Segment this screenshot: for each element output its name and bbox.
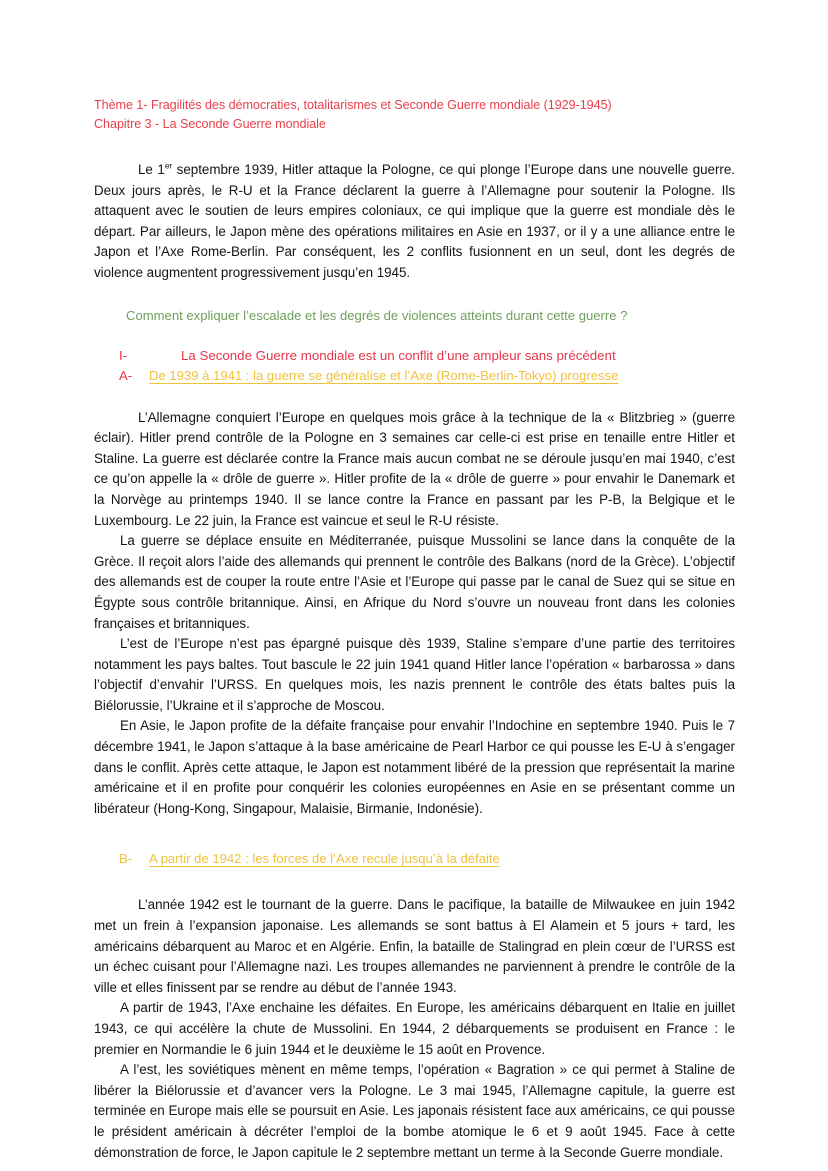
section-title: La Seconde Guerre mondiale est un conflit d’une ampleur sans précédent	[181, 347, 616, 363]
document-title	[94, 96, 735, 134]
subsection-heading-b	[94, 849, 735, 869]
spacer	[94, 869, 735, 895]
paragraph-b-2: A partir de 1943, l’Axe enchaine les défaites. En Europe, les américains débarquent en Italie en juillet 1943, ce qui accélère la chute de Mussolini. En 1944, 2 débarquements se produisent en France : le premier en Normandie le 6 juin 1944 et le deuxième le 15 août en Provence.	[94, 1000, 735, 1057]
paragraph-a-3: L’est de l’Europe n’est pas épargné puisque dès 1939, Staline s’empare d’une partie des territoires notamment les pays baltes. Tout bascule le 22 juin 1941 quand Hitler lance l’opération « barbarossa » dans l’objectif d’envahir l’URSS. En quelques mois, les nazis prennent le contrôle des états baltes puis la Biélorussie, l’Ukraine et il s’approche de Moscou.	[94, 636, 735, 713]
subsection-number-a: A-	[119, 367, 133, 383]
paragraph-b-1: L’année 1942 est le tournant de la guerre. Dans le pacifique, la bataille de Milwaukee en juin 1942 met un frein à l’expansion japonaise. Les allemands se sont battus à El Alamein et 5 jours + tard, les américains débarquent au Maroc et en Algérie. Enfin, la bataille de Stalingrad en plein cœur de l’URSS est un échec cuisant pour l’Allemagne nazi. Les troupes allemandes ne parviennent à prendre le contrôle de la ville et elles finissent par se rendre au début de l’année 1943.	[94, 897, 735, 995]
spacer	[94, 386, 735, 408]
subsection-title-a: De 1939 à 1941 : la guerre se généralise et l’Axe (Rome-Berlin-Tokyo) progresse	[149, 367, 619, 383]
ordinal-superscript: er	[164, 160, 173, 171]
spacer	[94, 819, 735, 849]
spacer	[94, 326, 735, 346]
spacer	[94, 284, 735, 306]
section-number: I-	[119, 347, 128, 363]
subsection-title-b: A partir de 1942 : les forces de l’Axe recule jusqu’à la défaite	[149, 851, 500, 867]
document-title-line-2: Chapitre 3 - La Seconde Guerre mondiale	[94, 117, 326, 131]
intro-paragraph	[94, 160, 735, 284]
paragraph-a-2: La guerre se déplace ensuite en Méditerranée, puisque Mussolini se lance dans la conquête de la Grèce. Il reçoit alors l’aide des allemands qui prennent le contrôle des Balkans (nord de la Grèce). L’objectif des allemands est de couper la route entre l’Asie et l’Europe qui passe par le canal de Suez qui se situe en Égypte sous contrôle britannique. Ainsi, en Afrique du Nord s’ouvre un nouveau front dans les colonies françaises et britanniques.	[94, 533, 735, 631]
guiding-question: Comment expliquer l’escalade et les degrés de violences atteints durant cette guerre ?	[126, 307, 628, 323]
spacer	[94, 134, 735, 160]
subsection-heading-a	[94, 366, 735, 386]
document-title-line-1: Thème 1- Fragilités des démocraties, totalitarismes et Seconde Guerre mondiale (1929-1945)	[94, 98, 612, 112]
subsection-number-b: B-	[119, 851, 133, 867]
paragraph-b-3: A l’est, les soviétiques mènent en même temps, l’opération « Bagration » ce qui permet à Staline de libérer la Biélorussie et d’avancer vers la Pologne. Le 3 mai 1945, l’Allemagne capitule, la guerre est terminée en Europe mais elle se poursuit en Asie. Les japonais résistent face aux américains, ce qui pousse le président américain à décréter l’emploi de la bombe atomique le 6 et 9 août 1945. Face à cette démonstration de force, le Japon capitule le 2 septembre mettant un terme à la Seconde Guerre mondiale.	[94, 1062, 735, 1160]
intro-text-after-superscript: septembre 1939, Hitler attaque la Pologne, ce qui plonge l’Europe dans une nouvelle guerre. Deux jours après, le R-U et la France déclarent la guerre à l’Allemagne pour soutenir la Pologne. Ils attaquent avec le soutien de leurs empires coloniaux, ce qui implique que la guerre est mondiale dès le départ. Par ailleurs, le Japon mène des opérations militaires en Asie en 1937, or il y a une alliance entre le Japon et l’Axe Rome-Berlin. Par conséquent, les 2 conflits fusionnent en un seul, dont les degrés de violence augmentent progressivement jusqu’en 1945.	[94, 162, 735, 280]
section-heading-1	[94, 346, 735, 366]
paragraph-a-1: L’Allemagne conquiert l’Europe en quelques mois grâce à la technique de la « Blitzbrieg » (guerre éclair). Hitler prend contrôle de la Pologne en 3 semaines car celle-ci est prise en tenaille entre Hitler et Staline. La guerre est déclarée contre la France mais aucun combat ne se déroule jusqu’en mai 1940, c’est ce qu’on appelle la « drôle de guerre ». Hitler profite de la « drôle de guerre » pour envahir le Danemark et la Norvège au printemps 1940. Il se lance contre la France en passant par les P-B, la Belgique et le Luxembourg. Le 22 juin, la France est vaincue et seul le R-U résiste.	[94, 409, 735, 528]
intro-text-before-superscript: Le 1	[138, 162, 165, 177]
paragraph-a-4: En Asie, le Japon profite de la défaite française pour envahir l’Indochine en septembre 1940. Puis le 7 décembre 1941, le Japon s’attaque à la base américaine de Pearl Harbor ce qui pousse les E-U à s’engager dans le conflit. Après cette attaque, le Japon est notamment libéré de la pression que représentait la marine américaine et il en profite pour conquérir les colonies européennes en Asie en se présentant comme un libérateur (Hong-Kong, Singapour, Malaisie, Birmanie, Indonésie).	[94, 718, 735, 816]
